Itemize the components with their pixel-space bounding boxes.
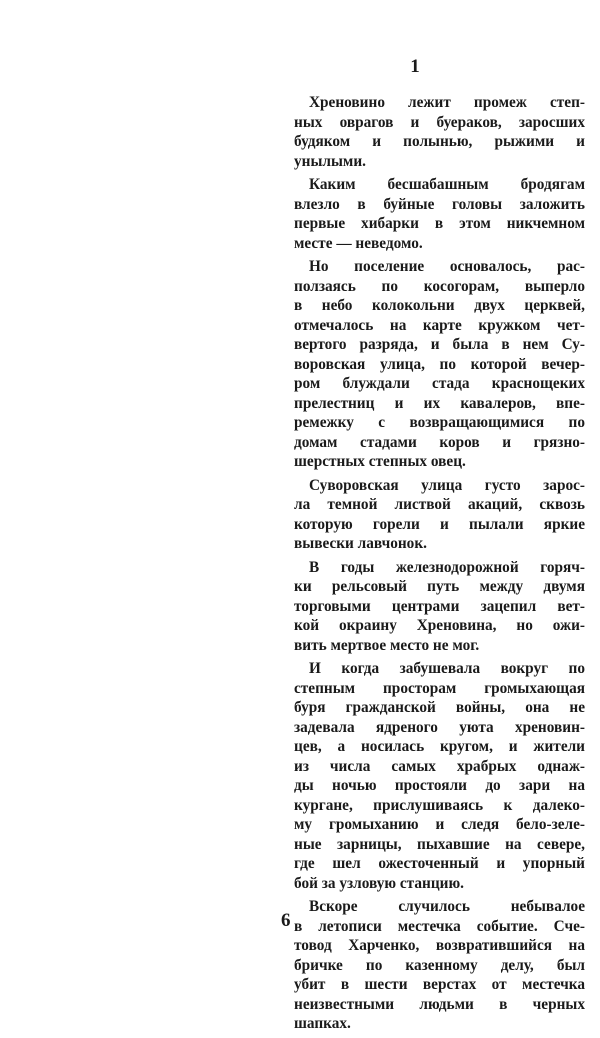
text-line: ром блуждали стада краснощеких [294,375,585,392]
text-line: му громыханию и следя бело-зеле- [294,816,585,833]
text-line: ки рельсовый путь между двумя [294,578,585,595]
text-line: Но поселение основалось, рас- [309,258,585,275]
page-number: 6 [281,910,291,931]
text-line: кургане, прислушиваясь к далеко- [294,796,585,814]
text-line: бой за узловую станцию. [294,874,464,892]
paragraph [279,257,585,472]
text-line: Суворовская улица густо зарос- [309,476,585,494]
text-line: в летописи местечка событие. Сче- [294,917,585,935]
text-line: буря гражданской войны, она не [294,699,585,716]
paragraph [279,897,585,1034]
text-line: торговыми центрами зацепил вет- [294,597,585,615]
text-line: бричке по казенному делу, был [294,956,585,974]
text-line: вывески лавчонок. [294,535,427,552]
text-line: шерстных степных овец. [294,453,466,470]
text-line: которую горели и пылали яркие [294,515,585,533]
text-line: первые хибарки в этом никчемном [294,215,585,232]
text-line: товод Харченко, возвратившийся на [294,937,585,954]
text-line: В годы железнодорожной горяч- [309,558,585,576]
text-line: степным просторам громыхающая [294,679,585,697]
text-line: влезло в буйные головы заложить [294,195,585,213]
text-line: из числа самых храбрых однаж- [294,757,585,775]
text-line: Хреновино лежит промеж степ- [309,94,585,111]
text-line: ды ночью простояли до зари на [294,777,585,794]
text-line: вертого разряда, и была в нем Су- [294,336,585,353]
paragraph [279,659,585,893]
text-line: домам стадами коров и грязно- [294,433,585,451]
text-line: Каким бесшабашным бродягам [309,176,585,193]
text-line: будяком и полынью, рыжими и [294,133,585,150]
paragraph [279,175,585,253]
text-line: месте — неведомо. [294,234,423,252]
text-line: цев, а носилась кругом, и жители [294,738,585,755]
text-line: в небо колокольни двух церквей, [294,297,585,314]
paragraph [279,476,585,554]
chapter-number: 1 [410,56,420,77]
text-line: шапках. [294,1015,351,1032]
text-line: прелестниц и их кавалеров, впе- [294,394,585,412]
text-line: ползаясь по косогорам, выперло [294,277,585,295]
text-line: ных оврагов и буераков, заросших [294,113,585,131]
text-line: И когда забушевала вокруг по [309,660,585,677]
text-line: задевала ядреного уюта хреновин- [294,718,585,736]
text-line: воровская улица, по которой вечер- [294,355,585,373]
text-line: ные зарницы, пыхавшие на севере, [294,835,585,853]
text-line: убит в шести верстах от местечка [294,976,585,993]
text-line: где шел ожесточенный и упорный [294,855,585,872]
text-line: отмечалось на карте кружком чет- [294,316,585,334]
text-line: кой окраину Хреновина, но ожи- [294,617,585,634]
paragraph [279,558,585,656]
text-line: вить мертвое место не мог. [294,636,480,654]
text-line: Вскоре случилось небывалое [309,898,585,915]
paragraph [279,93,585,171]
text-column [279,93,585,1038]
text-line: ремежку с возвращающимися по [294,414,585,431]
text-line: неизвестными людьми в черных [294,995,585,1013]
text-line: ла темной листвой акаций, сквозь [294,496,585,513]
text-line: унылыми. [294,152,366,170]
